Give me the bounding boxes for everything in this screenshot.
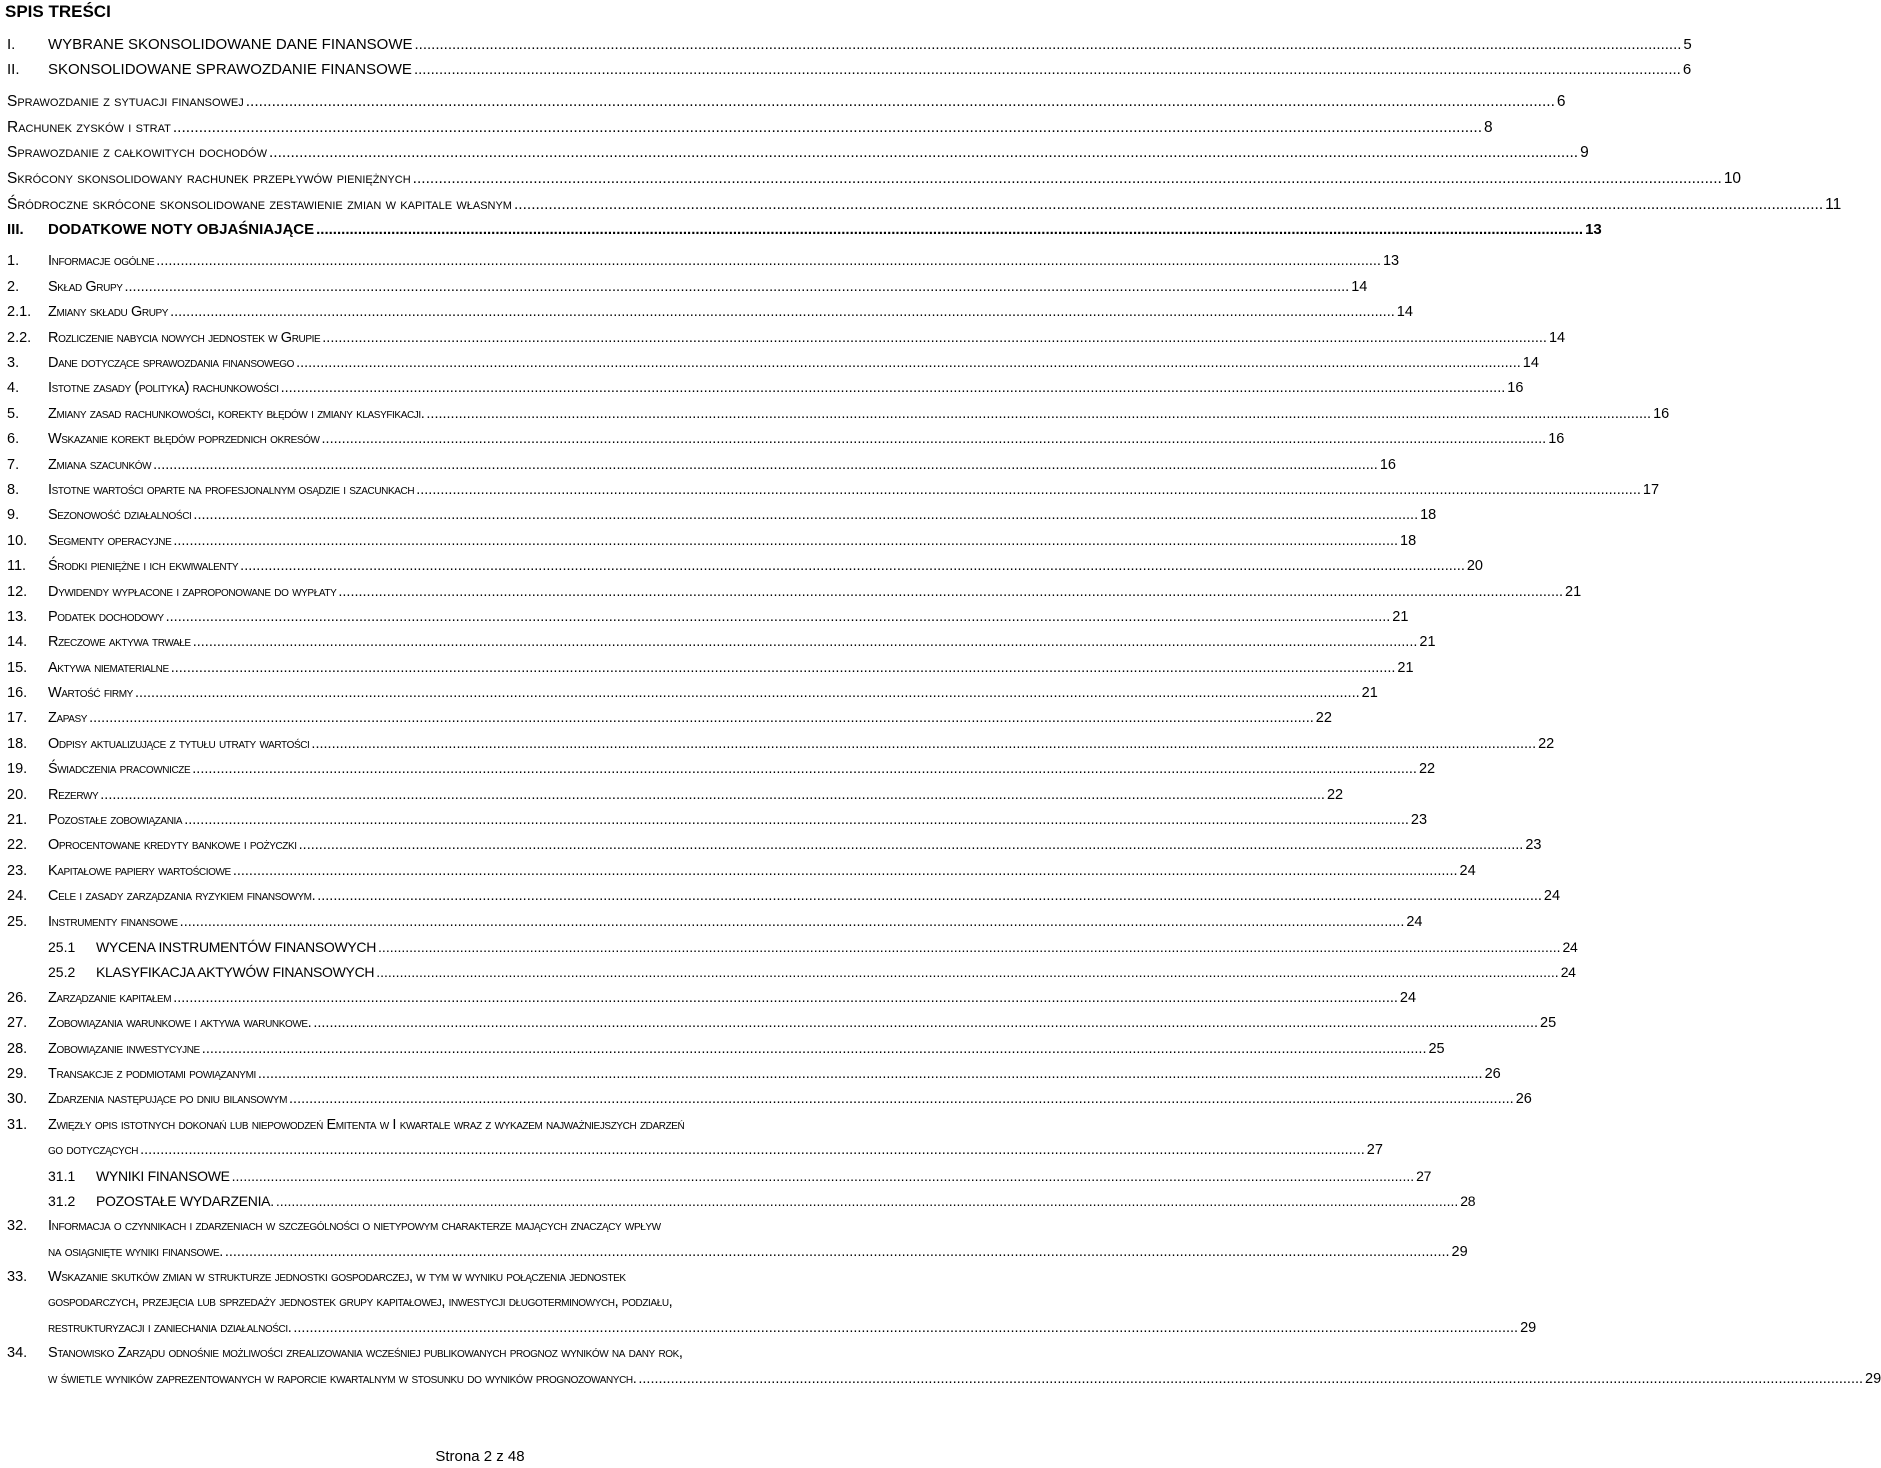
toc-entry-number: 2. bbox=[7, 278, 20, 295]
toc-entry-number: 27. bbox=[7, 1015, 28, 1032]
toc-entry-number: II. bbox=[7, 61, 20, 78]
toc-leader-dots bbox=[296, 355, 1521, 371]
toc-entry-page: 26 bbox=[1484, 1065, 1501, 1082]
toc-entry[interactable] bbox=[0, 170, 1742, 196]
toc-entry-label: gospodarczych, przejęcia lub sprzedaży jednostek grupy kapitałowej, inwestycji długoterminowych, podziału, bbox=[48, 1294, 673, 1311]
toc-entry-number: 25.2 bbox=[48, 964, 76, 981]
toc-entry-label: Aktywa niematerialne bbox=[48, 659, 169, 676]
toc-entry-number: 8. bbox=[7, 481, 20, 498]
toc-entry-page: 18 bbox=[1400, 532, 1417, 549]
toc-leader-dots bbox=[100, 787, 1325, 803]
toc-entry[interactable] bbox=[0, 36, 1692, 61]
toc-entry-page: 9 bbox=[1580, 144, 1589, 162]
toc-entry-label: Podatek dochodowy bbox=[48, 608, 164, 625]
toc-leader-dots bbox=[232, 1168, 1414, 1184]
toc-entry-multiline[interactable] bbox=[0, 1116, 1383, 1168]
toc-title: SPIS TREŚCI bbox=[5, 2, 111, 21]
toc-entry-number: 2.1. bbox=[7, 304, 32, 321]
toc-entry-label: Zapasy bbox=[48, 710, 88, 727]
toc-entry-label: Transakcje z podmiotami powiązanymi bbox=[48, 1065, 256, 1082]
page-footer: Strona 2 z 48 bbox=[435, 1448, 525, 1465]
toc-entry-number: 16. bbox=[7, 685, 28, 702]
toc-entry-page: 21 bbox=[1361, 685, 1378, 702]
toc-entry-number: 28. bbox=[7, 1040, 28, 1057]
toc-entry-number: 31.2 bbox=[48, 1192, 76, 1209]
toc-entry-number: 15. bbox=[7, 659, 28, 676]
toc-entry-page: 21 bbox=[1397, 659, 1414, 676]
toc-entry-number: 12. bbox=[7, 583, 28, 600]
toc-entry[interactable] bbox=[0, 481, 1660, 507]
toc-entry-page: 14 bbox=[1548, 329, 1566, 346]
toc-entry-page: 16 bbox=[1507, 380, 1524, 397]
toc-leader-dots bbox=[416, 482, 1641, 498]
toc-leader-dots bbox=[180, 914, 1405, 930]
toc-entry-page: 25 bbox=[1540, 1015, 1557, 1032]
toc-leader-dots bbox=[299, 837, 1524, 853]
toc-entry-number: 19. bbox=[7, 761, 28, 778]
toc-entry-number: 25.1 bbox=[48, 938, 76, 955]
toc-entry-page: 24 bbox=[1399, 989, 1417, 1006]
toc-entry-number: 11. bbox=[7, 558, 27, 575]
toc-entry-label: Dane dotyczące sprawozdania finansowego bbox=[48, 355, 295, 371]
toc-entry[interactable] bbox=[0, 195, 1842, 222]
toc-leader-dots bbox=[293, 1320, 1518, 1336]
toc-leader-dots bbox=[311, 736, 1536, 752]
toc-leader-dots bbox=[638, 1371, 1863, 1387]
toc-entry-page: 24 bbox=[1543, 888, 1561, 905]
toc-entry-page: 6 bbox=[1556, 93, 1566, 110]
toc-entry-number: 2.2. bbox=[7, 329, 32, 346]
toc-entry-page: 22 bbox=[1418, 761, 1436, 778]
toc-leader-dots bbox=[240, 558, 1465, 574]
toc-entry-page: 22 bbox=[1326, 786, 1344, 803]
toc-entry-number: 14. bbox=[7, 634, 28, 651]
toc-entry-page: 16 bbox=[1653, 405, 1670, 422]
toc-entry-page: 25 bbox=[1428, 1040, 1445, 1057]
toc-entry-number: 22. bbox=[7, 837, 28, 854]
toc-entry-page: 24 bbox=[1406, 913, 1423, 930]
toc-entry-page: 29 bbox=[1520, 1319, 1537, 1336]
toc-entry[interactable] bbox=[0, 634, 1436, 659]
toc-entry[interactable] bbox=[0, 837, 1542, 862]
toc-entry[interactable] bbox=[0, 532, 1417, 558]
toc-leader-dots bbox=[426, 406, 1651, 422]
toc-leader-dots bbox=[258, 1066, 1483, 1082]
toc-entry-page: 22 bbox=[1538, 735, 1555, 752]
toc-entry-page: 26 bbox=[1515, 1091, 1532, 1108]
toc-entry[interactable] bbox=[0, 221, 1602, 246]
toc-entry-page: 6 bbox=[1682, 61, 1692, 78]
toc-entry-label: w świetle wyników zaprezentowanych w raporcie kwartalnym w stosunku do wyników prognozowanych. bbox=[48, 1370, 637, 1387]
toc-entry-label: Skrócony skonsolidowany rachunek przepływów pieniężnych bbox=[7, 170, 411, 188]
toc-entry-label: Pozostałe zobowiązania bbox=[48, 812, 183, 829]
toc-entry-label: Skład Grupy bbox=[48, 278, 123, 295]
toc-leader-dots bbox=[269, 144, 1578, 162]
toc-entry-number: 5. bbox=[7, 405, 20, 422]
toc-entry-number: 31. bbox=[7, 1116, 28, 1133]
toc-entry-number: 34. bbox=[7, 1345, 28, 1362]
toc-entry[interactable] bbox=[0, 735, 1555, 761]
toc-leader-dots bbox=[225, 1244, 1450, 1260]
toc-entry-page: 24 bbox=[1459, 862, 1476, 879]
toc-leader-dots bbox=[322, 330, 1547, 346]
toc-leader-dots bbox=[378, 939, 1560, 955]
toc-leader-dots bbox=[233, 863, 1458, 879]
toc-entry[interactable] bbox=[0, 710, 1332, 735]
toc-entry-label: Istotne wartości oparte na profesjonalnym osądzie i szacunkach bbox=[48, 481, 415, 498]
toc-entry[interactable] bbox=[0, 1015, 1557, 1040]
toc-entry[interactable] bbox=[0, 61, 1692, 86]
toc-entry-label: Segmenty operacyjne bbox=[48, 532, 172, 549]
toc-entry[interactable] bbox=[0, 812, 1428, 837]
toc-leader-dots bbox=[246, 93, 1555, 111]
toc-entry-page: 20 bbox=[1466, 558, 1483, 575]
toc-leader-dots bbox=[192, 761, 1417, 777]
toc-entry-number: I. bbox=[7, 36, 16, 53]
toc-entry-label: Zwięzły opis istotnych dokonań lub niepowodzeń Emitenta w I kwartale wraz z wykazem najważniejszych zdarzeń bbox=[48, 1116, 685, 1133]
toc-entry-page: 14 bbox=[1396, 304, 1413, 321]
toc-entry-number: III. bbox=[7, 221, 24, 239]
toc-entry-number: 24. bbox=[7, 888, 28, 905]
toc-entry[interactable] bbox=[0, 938, 1578, 964]
toc-entry-number: 26. bbox=[7, 989, 28, 1006]
toc-entry-page: 23 bbox=[1525, 837, 1542, 854]
toc-entry-label: WYCENA INSTRUMENTÓW FINANSOWYCH bbox=[96, 938, 377, 955]
toc-entry-label: Wartość firmy bbox=[48, 685, 133, 702]
toc-entry-label: Zmiany zasad rachunkowości, korekty błędów i zmiany klasyfikacji. bbox=[48, 405, 425, 422]
toc-entry-multiline[interactable] bbox=[0, 1218, 1468, 1269]
toc-entry-number: 7. bbox=[7, 456, 20, 473]
toc-entry[interactable] bbox=[0, 1192, 1476, 1218]
toc-entry[interactable] bbox=[0, 608, 1409, 634]
toc-entry-number: 3. bbox=[7, 355, 20, 371]
toc-entry-number: 13. bbox=[7, 608, 28, 625]
toc-entry-page: 22 bbox=[1315, 710, 1332, 727]
toc-entry-label: Istotne zasady (polityka) rachunkowości bbox=[48, 380, 279, 397]
toc-entry-number: 33. bbox=[7, 1269, 28, 1286]
table-of-contents bbox=[0, 36, 1881, 1396]
toc-entry-label: Dywidendy wypłacone i zaproponowane do wypłaty bbox=[48, 583, 337, 600]
toc-entry-label: Cele i zasady zarządzania ryzykiem finansowym. bbox=[48, 888, 316, 905]
toc-entry-label: Oprocentowane kredyty bankowe i pożyczki bbox=[48, 837, 297, 854]
toc-leader-dots bbox=[171, 660, 1396, 676]
toc-entry-label: Rozliczenie nabycia nowych jednostek w Grupie bbox=[48, 329, 321, 346]
toc-entry-label: WYBRANE SKONSOLIDOWANE DANE FINANSOWE bbox=[48, 36, 413, 53]
toc-entry[interactable] bbox=[0, 558, 1483, 583]
toc-leader-dots bbox=[281, 380, 1506, 396]
toc-leader-dots bbox=[317, 888, 1542, 904]
toc-entry[interactable] bbox=[0, 1167, 1432, 1193]
toc-leader-dots bbox=[153, 457, 1378, 473]
toc-leader-dots bbox=[135, 685, 1360, 701]
toc-entry-number: 10. bbox=[7, 532, 28, 549]
toc-entry-label: Stanowisko Zarządu odnośnie możliwości zrealizowania wcześniej publikowanych prognoz wyników na dany rok, bbox=[48, 1345, 683, 1362]
toc-entry-label: WYNIKI FINANSOWE bbox=[96, 1167, 230, 1184]
toc-entry[interactable] bbox=[0, 144, 1589, 170]
toc-leader-dots bbox=[140, 1142, 1365, 1158]
toc-entry[interactable] bbox=[0, 659, 1414, 685]
toc-leader-dots bbox=[376, 964, 1558, 980]
toc-entry[interactable] bbox=[0, 304, 1413, 329]
toc-entry-label: Sezonowość działalności bbox=[48, 507, 192, 524]
toc-entry-page: 21 bbox=[1419, 634, 1436, 651]
toc-entry-page: 13 bbox=[1585, 221, 1602, 239]
toc-entry-page: 24 bbox=[1562, 938, 1578, 955]
toc-entry-number: 32. bbox=[7, 1218, 28, 1235]
toc-entry[interactable] bbox=[0, 329, 1566, 355]
toc-leader-dots bbox=[156, 253, 1381, 269]
toc-entry[interactable] bbox=[0, 1040, 1445, 1066]
toc-leader-dots bbox=[170, 304, 1395, 320]
toc-entry[interactable] bbox=[0, 964, 1576, 989]
toc-leader-dots bbox=[276, 1193, 1458, 1209]
toc-entry-label: Informacja o czynnikach i zdarzeniach w szczególności o nietypowym charakterze mających znaczący wpływ bbox=[48, 1218, 661, 1235]
toc-entry-label: Wskazanie skutków zmian w strukturze jednostki gospodarczej, w tym w wyniku połączenia jednostek bbox=[48, 1269, 626, 1286]
toc-entry-label: Sprawozdanie z całkowitych dochodów bbox=[7, 144, 267, 162]
toc-entry-label: Zmiana szacunków bbox=[48, 456, 152, 473]
toc-entry-number: 29. bbox=[7, 1065, 28, 1082]
toc-entry-page: 8 bbox=[1484, 118, 1493, 136]
toc-entry[interactable] bbox=[0, 989, 1417, 1015]
toc-entry[interactable] bbox=[0, 118, 1493, 145]
toc-entry[interactable] bbox=[0, 456, 1396, 482]
toc-entry-label: DODATKOWE NOTY OBJAŚNIAJĄCE bbox=[48, 221, 315, 239]
toc-entry-label: Instrumenty finansowe bbox=[48, 913, 178, 930]
toc-entry[interactable] bbox=[0, 278, 1368, 304]
toc-entry-label: restrukturyzacji i zaniechania działalności. bbox=[48, 1319, 292, 1336]
toc-leader-dots bbox=[125, 279, 1350, 295]
toc-entry-number: 4. bbox=[7, 380, 20, 397]
toc-entry-label: Rezerwy bbox=[48, 786, 99, 803]
toc-entry[interactable] bbox=[0, 355, 1539, 380]
toc-entry[interactable] bbox=[0, 380, 1524, 405]
toc-entry-page: 27 bbox=[1366, 1142, 1383, 1159]
toc-entry-page: 23 bbox=[1410, 812, 1428, 829]
toc-entry-number: 21. bbox=[7, 812, 28, 829]
toc-leader-dots bbox=[173, 990, 1398, 1006]
toc-entry-label: go dotyczących bbox=[48, 1142, 139, 1159]
toc-entry-label: Wskazanie korekt błędów poprzednich okresów bbox=[48, 431, 320, 448]
toc-entry-label: KLASYFIKACJA AKTYWÓW FINANSOWYCH bbox=[96, 964, 375, 981]
toc-leader-dots bbox=[316, 221, 1583, 238]
toc-entry-page: 5 bbox=[1683, 36, 1692, 53]
toc-entry-number: 30. bbox=[7, 1091, 28, 1108]
toc-entry[interactable] bbox=[0, 431, 1565, 456]
toc-leader-dots bbox=[338, 584, 1563, 600]
toc-entry-label: POZOSTAŁE WYDARZENIA. bbox=[96, 1192, 274, 1209]
toc-entry-multiline[interactable] bbox=[0, 1345, 1881, 1396]
toc-entry-page: 11 bbox=[1825, 195, 1842, 213]
toc-entry-page: 29 bbox=[1865, 1370, 1881, 1387]
toc-entry-page: 18 bbox=[1420, 507, 1437, 524]
toc-entry-page: 27 bbox=[1416, 1167, 1432, 1184]
toc-entry-label: Zobowiązania warunkowe i aktywa warunkowe. bbox=[48, 1015, 312, 1032]
toc-entry[interactable] bbox=[0, 1091, 1532, 1116]
toc-entry-number: 17. bbox=[7, 710, 28, 727]
toc-leader-dots bbox=[322, 431, 1547, 447]
toc-entry-page: 16 bbox=[1379, 456, 1396, 473]
toc-entry-label: SKONSOLIDOWANE SPRAWOZDANIE FINANSOWE bbox=[48, 61, 412, 78]
toc-leader-dots bbox=[313, 1015, 1538, 1031]
toc-entry-page: 14 bbox=[1351, 278, 1368, 295]
toc-entry-page: 16 bbox=[1548, 431, 1565, 448]
toc-leader-dots bbox=[413, 170, 1722, 188]
toc-entry-label: Informacje ogólne bbox=[48, 253, 155, 270]
toc-entry-label: Rachunek zysków i strat bbox=[7, 118, 171, 136]
toc-entry-number: 6. bbox=[7, 431, 20, 448]
toc-entry-label: Środki pieniężne i ich ekwiwalenty bbox=[48, 558, 239, 575]
toc-leader-dots bbox=[202, 1041, 1427, 1057]
toc-leader-dots bbox=[415, 36, 1682, 53]
toc-entry-page: 21 bbox=[1392, 608, 1409, 625]
toc-entry-number: 25. bbox=[7, 913, 28, 930]
toc-leader-dots bbox=[289, 1091, 1514, 1107]
toc-entry-label: Świadczenia pracownicze bbox=[48, 761, 191, 778]
toc-leader-dots bbox=[414, 61, 1681, 78]
toc-entry-number: 1. bbox=[7, 253, 20, 270]
toc-leader-dots bbox=[184, 812, 1409, 828]
toc-entry-number: 23. bbox=[7, 862, 28, 879]
toc-entry-number: 18. bbox=[7, 735, 28, 752]
toc-entry-multiline[interactable] bbox=[0, 1269, 1537, 1345]
toc-entry-page: 21 bbox=[1565, 583, 1582, 600]
toc-entry[interactable] bbox=[0, 93, 1566, 119]
toc-entry[interactable] bbox=[0, 253, 1400, 278]
toc-leader-dots bbox=[173, 533, 1398, 549]
toc-entry[interactable] bbox=[0, 913, 1423, 939]
toc-entry-number: 9. bbox=[7, 507, 20, 524]
toc-entry-page: 28 bbox=[1460, 1192, 1476, 1209]
toc-entry-number: 20. bbox=[7, 786, 28, 803]
toc-entry-page: 29 bbox=[1451, 1243, 1468, 1260]
toc-entry[interactable] bbox=[0, 1065, 1501, 1091]
toc-entry-page: 10 bbox=[1723, 170, 1742, 188]
toc-entry-label: Zobowiązanie inwestycyjne bbox=[48, 1040, 200, 1057]
toc-entry-label: Zmiany składu Grupy bbox=[48, 304, 169, 321]
toc-entry-label: Zdarzenia następujące po dniu bilansowym bbox=[48, 1091, 288, 1108]
toc-entry-number: 31.1 bbox=[48, 1167, 76, 1184]
toc-entry[interactable] bbox=[0, 685, 1378, 710]
toc-leader-dots bbox=[193, 634, 1418, 650]
toc-entry-label: Zarządzanie kapitałem bbox=[48, 989, 172, 1006]
toc-entry[interactable] bbox=[0, 761, 1436, 786]
toc-entry-page: 24 bbox=[1560, 964, 1576, 981]
toc-entry[interactable] bbox=[0, 405, 1670, 431]
toc-leader-dots bbox=[514, 196, 1823, 214]
toc-entry-label: Rzeczowe aktywa trwałe bbox=[48, 634, 191, 651]
toc-leader-dots bbox=[166, 609, 1391, 625]
toc-entry-label: Odpisy aktualizujące z tytułu utraty wartości bbox=[48, 735, 310, 752]
toc-entry-label: Sprawozdanie z sytuacji finansowej bbox=[7, 93, 244, 110]
toc-leader-dots bbox=[89, 710, 1314, 726]
toc-entry-page: 13 bbox=[1382, 253, 1400, 270]
toc-entry-label: na osiągnięte wyniki finansowe. bbox=[48, 1243, 223, 1260]
toc-entry-page: 17 bbox=[1642, 481, 1660, 498]
toc-entry-page: 14 bbox=[1522, 355, 1539, 371]
toc-entry[interactable] bbox=[0, 888, 1561, 913]
toc-entry[interactable] bbox=[0, 583, 1582, 609]
toc-entry[interactable] bbox=[0, 786, 1344, 812]
toc-entry-label: Śródroczne skrócone skonsolidowane zestawienie zmian w kapitale własnym bbox=[7, 195, 512, 213]
toc-leader-dots bbox=[173, 119, 1482, 137]
toc-entry[interactable] bbox=[0, 862, 1476, 888]
toc-leader-dots bbox=[193, 507, 1418, 523]
toc-entry[interactable] bbox=[0, 507, 1437, 532]
toc-entry-label: Kapitałowe papiery wartościowe bbox=[48, 862, 231, 879]
